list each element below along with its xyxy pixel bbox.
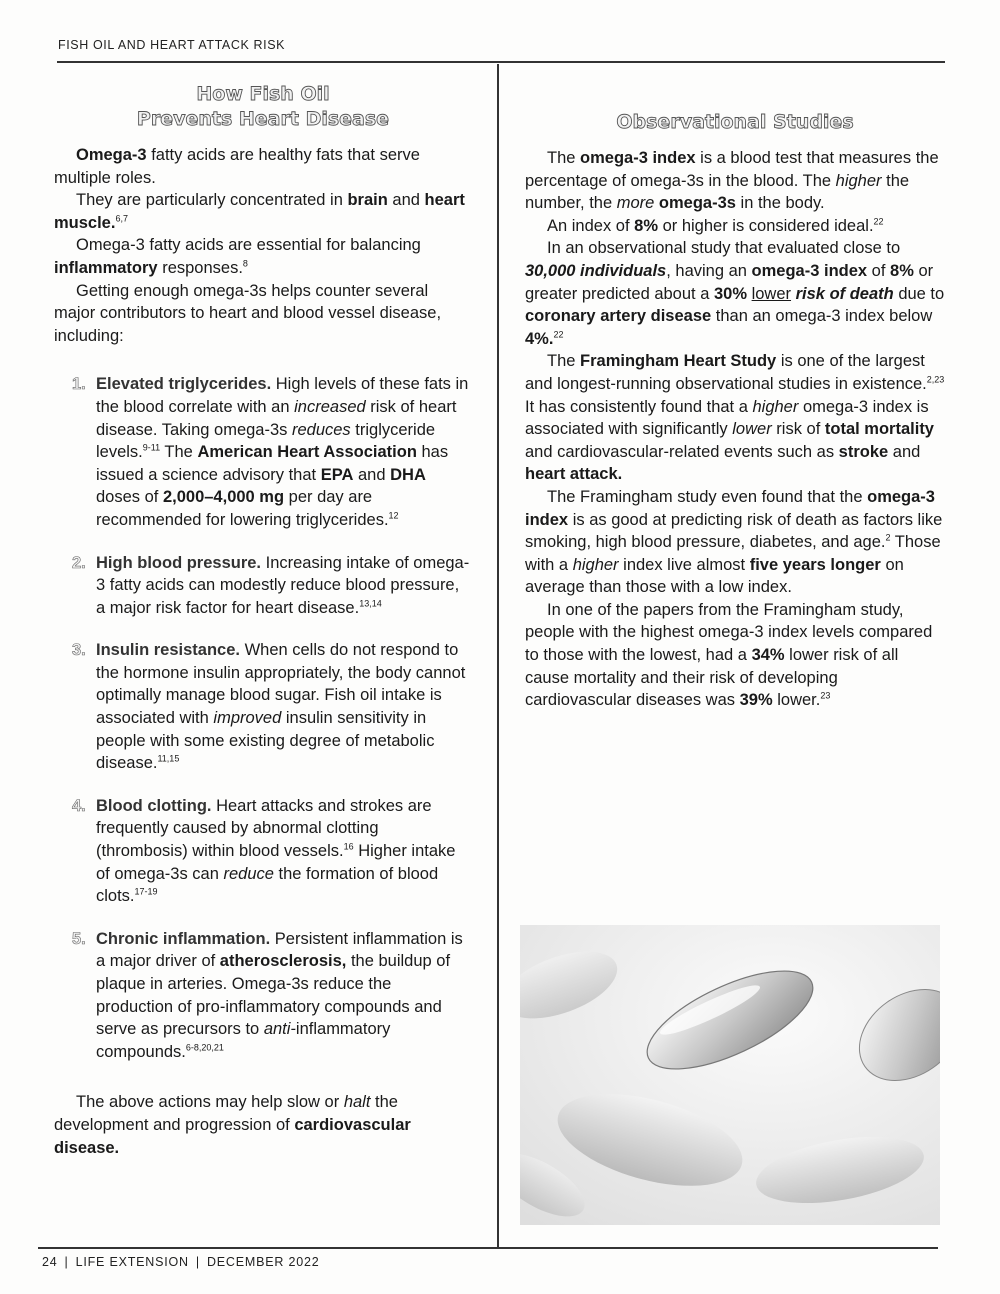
issue-date: DECEMBER 2022 (206, 1255, 320, 1269)
contributors-list (54, 373, 472, 1063)
left-paragraph-2: They are particularly concentrated in brain and heart muscle.$^{6,7}$ (54, 191, 465, 232)
list-item: 3. Insulin resistance. When cells do not respond to the hormone insulin appropriately, the body cannot optimally manage blood sugar. Fish oil intake is associated with improved insulin sensitivity in people with some existing degree of metabolic disease.$^{11,15}$ (72, 641, 466, 773)
left-heading-line1: How Fish Oil (196, 83, 330, 105)
list-item: 2. High blood pressure. Increasing intake of omega-3 fatty acids can modestly reduce blood pressure, a major risk factor for heart disease.$^{13,14}$ (72, 553, 470, 617)
left-paragraph-4: Getting enough omega-3s helps counter several major contributors to heart and blood vessel disease, including: (54, 281, 442, 345)
right-paragraph-1: The omega-3 index is a blood test that measures the percentage of omega-3s in the blood. The higher the number, the more omega-3s in the body. (525, 149, 939, 213)
right-paragraph-5: The Framingham study even found that the omega-3 index is as good at predicting risk of death as factors like smoking, high blood pressure, diabetes, and age.$^2$ Those with a higher index live almost five years longer on average than those with a low index. (525, 487, 943, 597)
left-closing-paragraph: The above actions may help slow or halt the development and progression of cardiovascular disease. (54, 1093, 411, 1157)
list-item: 4. Blood clotting. Heart attacks and strokes are frequently caused by abnormal clotting (thrombosis) within blood vessels.$^{16}$ Higher intake of omega-3s can reduce the formation of blood clots.$^{17-19}$ (72, 796, 456, 906)
left-column (54, 82, 472, 1159)
list-item: 1. Elevated triglycerides. High levels of these fats in the blood correlate with an increased risk of heart disease. Taking omega-3s reduces triglyceride levels.$^{9-11}$ The American Heart Association has issued a science advisory that EPA and DHA doses of 2,000–4,000 mg per day are recommended for lowering triglycerides.$^{12}$ (72, 375, 469, 529)
publication-name: LIFE EXTENSION (75, 1255, 189, 1269)
top-rule (57, 61, 945, 63)
left-paragraph-3: Omega-3 fatty acids are essential for balancing inflammatory responses.$^8$ (54, 236, 421, 277)
running-head: FISH OIL AND HEART ATTACK RISK (58, 38, 286, 52)
left-heading-line2: Prevents Heart Disease (136, 108, 390, 130)
left-section-heading (54, 82, 472, 132)
page-footer: 24 | LIFE EXTENSION | DECEMBER 2022 (42, 1255, 320, 1269)
fish-oil-capsules-photo (520, 925, 940, 1225)
column-rule (497, 64, 499, 1247)
right-paragraph-6: In one of the papers from the Framingham study, people with the highest omega-3 index levels compared to those with the lowest, had a 34% lower risk of all cause mortality and their risk of developing cardiovascular diseases was 39% lower.$^{23}$ (525, 600, 933, 710)
page-number: 24 (42, 1255, 58, 1269)
list-item: 5. Chronic inflammation. Persistent inflammation is a major driver of atherosclerosis, the buildup of plaque in arteries. Omega-3s reduce the production of pro-inflammatory compounds and serve as precursors to anti-inflammatory compounds.$^{6-8,20,21}$ (72, 929, 463, 1061)
bottom-rule (38, 1247, 938, 1249)
right-column (525, 110, 945, 712)
right-paragraph-3: In an observational study that evaluated close to 30,000 individuals, having an omega-3 index of 8% or greater predicted about a 30% lower risk of death due to coronary artery disease than an omega-3 index below 4%.$^{22}$ (525, 239, 945, 348)
capsules-illustration (520, 925, 940, 1225)
right-paragraph-4: The Framingham Heart Study is one of the largest and longest-running observational studies in existence.$^{2,23}$ It has consistently found that a higher omega-3 index is associated with significantly lower risk of total mortality and cardiovascular-related events such as stroke and heart attack. (525, 352, 945, 484)
right-paragraph-2: An index of 8% or higher is considered ideal.$^{22}$ (547, 216, 884, 235)
left-paragraph-1: Omega-3 fatty acids are healthy fats that serve multiple roles. (54, 146, 420, 187)
right-section-heading: Observational Studies (616, 111, 854, 133)
